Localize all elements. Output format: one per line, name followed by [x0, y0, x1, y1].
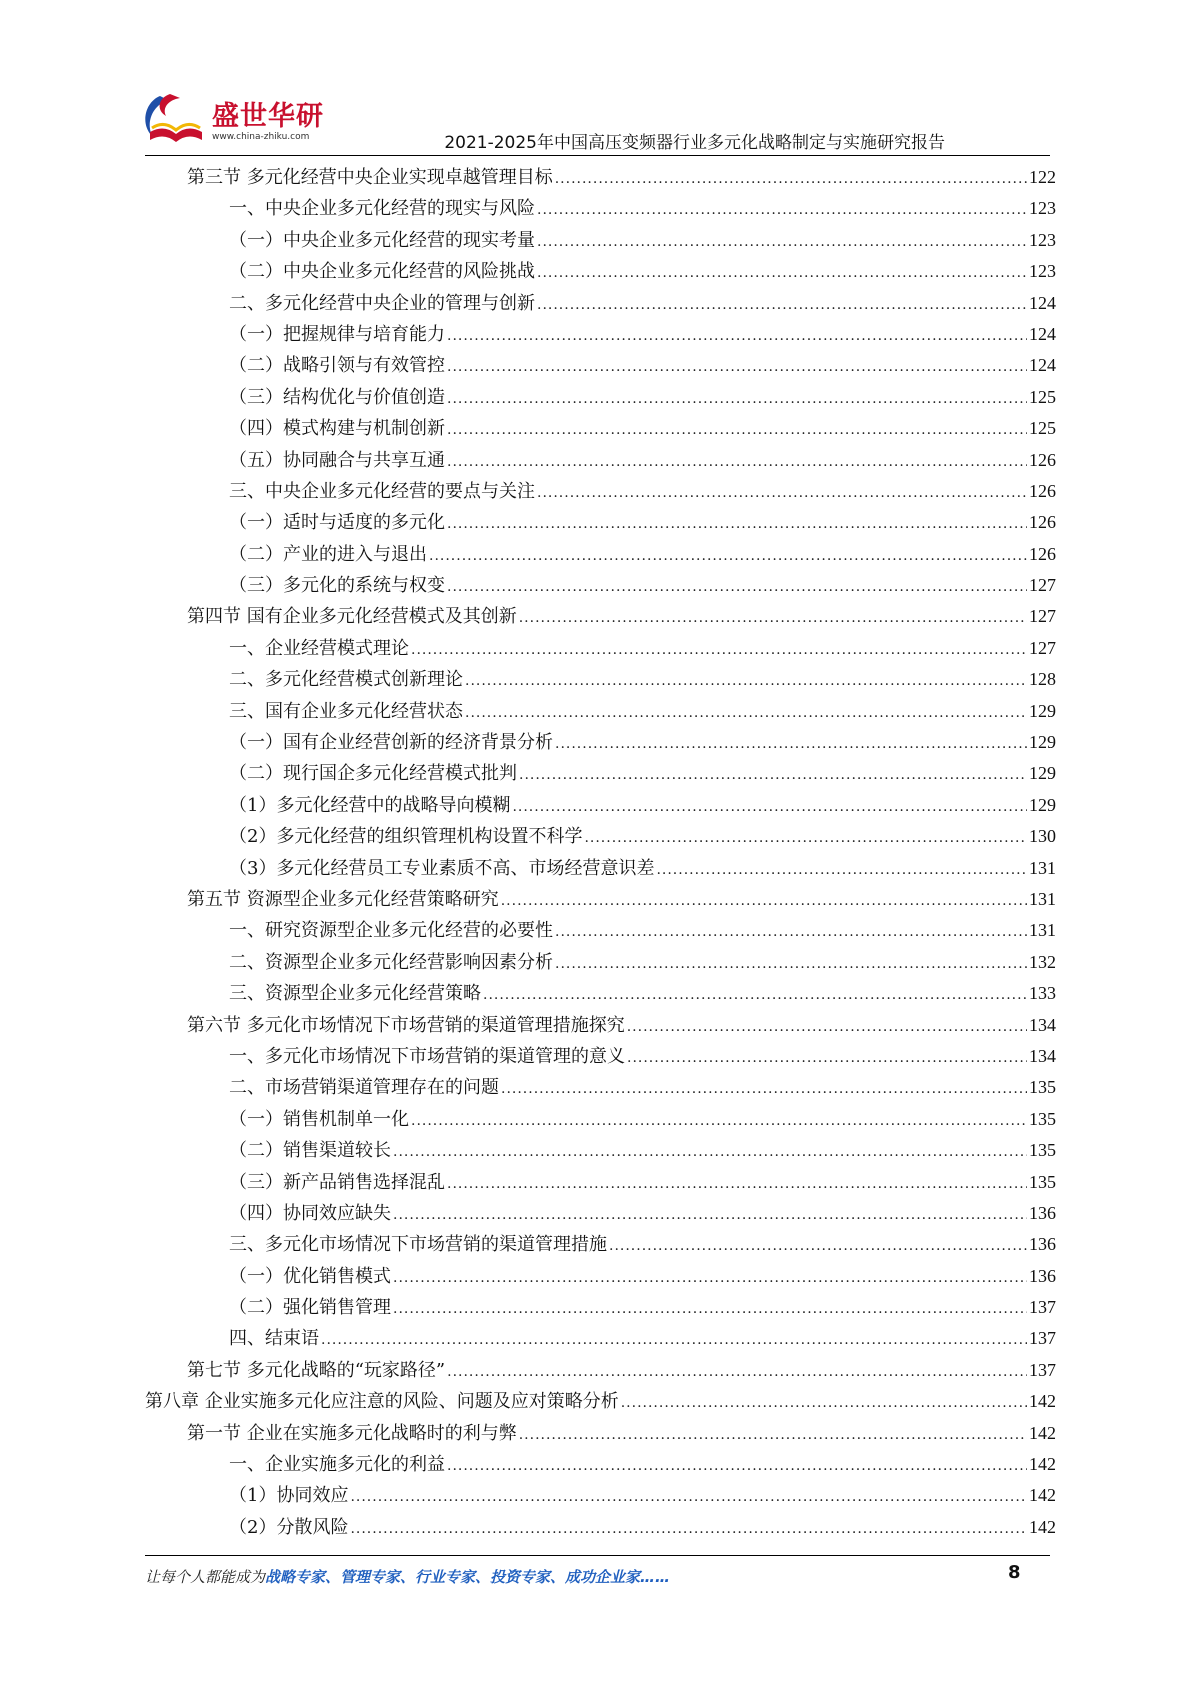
toc-entry-title: （四）协同效应缺失 [229, 1202, 391, 1224]
toc-dot-leader [512, 792, 1027, 823]
toc-entry-page: 136 [1029, 1202, 1056, 1223]
toc-entry-page: 137 [1029, 1359, 1056, 1380]
toc-entry-title: （一）中央企业多元化经营的现实考量 [229, 229, 535, 251]
toc-entry-title: 一、企业实施多元化的利益 [229, 1454, 445, 1476]
toc-dot-leader [555, 164, 1027, 195]
toc-entry-title: （二）中央企业多元化经营的风险挑战 [229, 261, 535, 283]
toc-entry[interactable] [145, 727, 1056, 758]
toc-dot-leader [447, 352, 1027, 383]
toc-entry[interactable] [145, 288, 1056, 319]
toc-dot-leader [393, 1137, 1027, 1168]
toc-entry-page: 125 [1029, 386, 1056, 407]
toc-entry[interactable] [145, 193, 1056, 224]
toc-dot-leader [429, 541, 1027, 572]
toc-entry-page: 129 [1029, 794, 1056, 815]
toc-entry-page: 142 [1029, 1391, 1056, 1412]
toc-entry-page: 129 [1029, 700, 1056, 721]
toc-dot-leader [519, 760, 1027, 791]
toc-dot-leader [519, 1420, 1027, 1451]
toc-entry-page: 142 [1029, 1422, 1056, 1443]
toc-entry[interactable] [145, 915, 1056, 946]
toc-entry-title: 第四节 国有企业多元化经营模式及其创新 [187, 606, 517, 628]
toc-entry[interactable] [145, 1449, 1056, 1480]
toc-entry-page: 127 [1029, 606, 1056, 627]
toc-entry-page: 136 [1029, 1265, 1056, 1286]
toc-entry[interactable] [145, 821, 1056, 852]
toc-dot-leader [447, 1451, 1027, 1482]
toc-entry-title: 第一节 企业在实施多元化战略时的利与弊 [187, 1422, 517, 1444]
toc-dot-leader [537, 227, 1027, 258]
toc-entry-page: 125 [1029, 418, 1056, 439]
toc-dot-leader [465, 698, 1027, 729]
toc-entry-title: （一）销售机制单一化 [229, 1108, 409, 1130]
toc-entry-page: 137 [1029, 1328, 1056, 1349]
toc-entry[interactable] [145, 1386, 1056, 1417]
toc-entry-page: 131 [1029, 857, 1056, 878]
toc-entry-page: 135 [1029, 1077, 1056, 1098]
page-number: 8 [1008, 1562, 1021, 1583]
page-header [0, 0, 1191, 160]
toc-dot-leader [627, 1043, 1027, 1074]
toc-dot-leader [393, 1200, 1027, 1231]
toc-entry-title: 一、企业经营模式理论 [229, 637, 409, 659]
toc-entry-title: （三）结构优化与价值创造 [229, 386, 445, 408]
toc-entry-page: 126 [1029, 449, 1056, 470]
toc-entry-title: 三、国有企业多元化经营状态 [229, 700, 463, 722]
toc-entry-page: 134 [1029, 1014, 1056, 1035]
toc-entry-page: 132 [1029, 951, 1056, 972]
toc-entry-title: 三、中央企业多元化经营的要点与关注 [229, 480, 535, 502]
toc-entry[interactable] [145, 382, 1056, 413]
toc-entry[interactable] [145, 1512, 1056, 1543]
toc-entry[interactable] [145, 1135, 1056, 1166]
toc-entry-page: 123 [1029, 229, 1056, 250]
header-divider [145, 155, 1050, 156]
toc-entry-title: （1）多元化经营中的战略导向模糊 [229, 794, 511, 816]
toc-entry-page: 142 [1029, 1454, 1056, 1475]
toc-entry-page: 129 [1029, 763, 1056, 784]
toc-entry[interactable] [145, 696, 1056, 727]
toc-dot-leader [411, 1106, 1027, 1137]
toc-dot-leader [465, 666, 1027, 697]
toc-entry-title: （1）协同效应 [229, 1485, 349, 1507]
toc-entry[interactable] [145, 1072, 1056, 1103]
toc-entry-title: 二、多元化经营中央企业的管理与创新 [229, 292, 535, 314]
toc-entry-title: 三、资源型企业多元化经营策略 [229, 983, 481, 1005]
toc-entry[interactable] [145, 476, 1056, 507]
toc-entry[interactable] [145, 664, 1056, 695]
toc-entry-page: 142 [1029, 1516, 1056, 1537]
toc-entry-page: 137 [1029, 1297, 1056, 1318]
toc-entry-page: 127 [1029, 637, 1056, 658]
toc-entry[interactable] [145, 570, 1056, 601]
toc-entry-title: （五）协同融合与共享互通 [229, 449, 445, 471]
toc-entry-page: 135 [1029, 1140, 1056, 1161]
toc-entry[interactable] [145, 507, 1056, 538]
toc-entry-page: 135 [1029, 1108, 1056, 1129]
toc-entry[interactable] [145, 853, 1056, 884]
toc-entry-title: 第七节 多元化战略的“玩家路径” [187, 1359, 446, 1381]
toc-entry-title: 四、结束语 [229, 1328, 319, 1350]
toc-entry-title: （一）优化销售模式 [229, 1265, 391, 1287]
toc-entry-title: （3）多元化经营员工专业素质不高、市场经营意识差 [229, 857, 655, 879]
toc-entry[interactable] [145, 633, 1056, 664]
toc-dot-leader [627, 1012, 1027, 1043]
toc-entry[interactable] [145, 1261, 1056, 1292]
toc-entry[interactable] [145, 978, 1056, 1009]
toc-entry-title: 二、资源型企业多元化经营影响因素分析 [229, 951, 553, 973]
toc-entry-title: 第六节 多元化市场情况下市场营销的渠道管理措施探究 [187, 1014, 625, 1036]
toc-entry[interactable] [145, 1167, 1056, 1198]
toc-entry-title: （二）战略引领与有效管控 [229, 355, 445, 377]
toc-entry-page: 130 [1029, 826, 1056, 847]
toc-entry-title: （2）多元化经营的组织管理机构设置不科学 [229, 826, 583, 848]
toc-entry-title: 一、中央企业多元化经营的现实与风险 [229, 198, 535, 220]
toc-entry[interactable] [145, 256, 1056, 287]
toc-dot-leader [393, 1263, 1027, 1294]
toc-entry[interactable] [145, 539, 1056, 570]
toc-entry[interactable] [145, 225, 1056, 256]
toc-entry-title: 第三节 多元化经营中央企业实现卓越管理目标 [187, 167, 553, 188]
toc-dot-leader [411, 635, 1027, 666]
toc-entry-page: 127 [1029, 575, 1056, 596]
toc-dot-leader [621, 1388, 1027, 1419]
toc-entry[interactable] [145, 1323, 1056, 1354]
toc-entry-page: 131 [1029, 920, 1056, 941]
toc-entry-page: 126 [1029, 480, 1056, 501]
toc-entry[interactable] [145, 1041, 1056, 1072]
toc-dot-leader [321, 1325, 1027, 1356]
toc-entry-title: （二）产业的进入与退出 [229, 543, 427, 565]
toc-entry[interactable] [145, 1355, 1056, 1386]
toc-entry[interactable] [145, 445, 1056, 476]
footer-divider [145, 1555, 1050, 1556]
toc-dot-leader [656, 855, 1027, 886]
slogan-highlight: 战略专家、管理专家、行业专家、投资专家、成功企业家…… [265, 1568, 671, 1586]
toc-entry-title: （一）把握规律与培育能力 [229, 323, 445, 345]
toc-entry-title: 一、研究资源型企业多元化经营的必要性 [229, 920, 553, 942]
logo-book-icon [140, 84, 210, 154]
toc-entry[interactable] [145, 413, 1056, 444]
toc-dot-leader [501, 886, 1027, 917]
toc-dot-leader [447, 509, 1027, 540]
toc-dot-leader [501, 1074, 1027, 1105]
slogan-prefix: 让每个人都能成为 [145, 1568, 266, 1586]
logo-url: www.china-zhiku.com [212, 132, 310, 142]
toc-entry-page: 136 [1029, 1234, 1056, 1255]
toc-entry-title: （一）国有企业经营创新的经济背景分析 [229, 732, 553, 754]
toc-entry-page: 134 [1029, 1045, 1056, 1066]
toc-entry-title: （2）分散风险 [229, 1516, 349, 1538]
toc-entry[interactable] [145, 1104, 1056, 1135]
toc-entry-title: 第五节 资源型企业多元化经营策略研究 [187, 888, 499, 910]
toc-entry-page: 122 [1029, 167, 1056, 187]
toc-entry-title: 二、多元化经营模式创新理论 [229, 669, 463, 691]
toc-entry-page: 123 [1029, 261, 1056, 282]
toc-entry[interactable] [145, 1480, 1056, 1511]
toc-entry[interactable] [145, 1010, 1056, 1041]
toc-entry-page: 142 [1029, 1485, 1056, 1506]
toc-dot-leader [447, 321, 1027, 352]
toc-entry-title: 二、市场营销渠道管理存在的问题 [229, 1077, 499, 1099]
toc-entry-page: 124 [1029, 355, 1056, 376]
toc-entry-title: 第八章 企业实施多元化应注意的风险、问题及应对策略分析 [145, 1391, 619, 1413]
toc-entry-title: 一、多元化市场情况下市场营销的渠道管理的意义 [229, 1045, 625, 1067]
toc-dot-leader [555, 729, 1027, 760]
toc-entry-title: （四）模式构建与机制创新 [229, 418, 445, 440]
toc-dot-leader [537, 258, 1027, 289]
toc-dot-leader [447, 1169, 1027, 1200]
toc-entry-page: 129 [1029, 732, 1056, 753]
toc-entry-page: 131 [1029, 888, 1056, 909]
toc-entry[interactable] [145, 790, 1056, 821]
toc-entry[interactable] [145, 319, 1056, 350]
toc-entry[interactable] [145, 162, 1056, 193]
toc-dot-leader [555, 949, 1027, 980]
toc-entry[interactable] [145, 350, 1056, 381]
table-of-contents [145, 162, 1056, 1543]
toc-entry-page: 123 [1029, 198, 1056, 219]
toc-entry[interactable] [145, 1198, 1056, 1229]
toc-dot-leader [447, 384, 1027, 415]
toc-entry-page: 133 [1029, 983, 1056, 1004]
toc-entry-title: 三、多元化市场情况下市场营销的渠道管理措施 [229, 1234, 607, 1256]
toc-entry-page: 126 [1029, 543, 1056, 564]
toc-entry-page: 128 [1029, 669, 1056, 690]
toc-dot-leader [393, 1294, 1027, 1325]
footer-slogan [145, 1566, 670, 1587]
toc-entry[interactable] [145, 884, 1056, 915]
company-logo [140, 84, 324, 154]
toc-entry[interactable] [145, 1292, 1056, 1323]
report-title: 2021-2025年中国高压变频器行业多元化战略制定与实施研究报告 [444, 133, 945, 153]
toc-dot-leader [609, 1231, 1027, 1262]
toc-entry-page: 124 [1029, 292, 1056, 313]
toc-entry[interactable] [145, 601, 1056, 632]
logo-name: 盛世华研 [212, 101, 324, 132]
toc-dot-leader [447, 447, 1027, 478]
toc-entry[interactable] [145, 1418, 1056, 1449]
toc-dot-leader [447, 415, 1027, 446]
toc-entry-page: 124 [1029, 323, 1056, 344]
toc-entry-page: 126 [1029, 512, 1056, 533]
toc-entry[interactable] [145, 947, 1056, 978]
toc-dot-leader [519, 603, 1027, 634]
toc-dot-leader [447, 572, 1027, 603]
toc-dot-leader [537, 195, 1027, 226]
toc-entry-page: 135 [1029, 1171, 1056, 1192]
toc-dot-leader [350, 1514, 1027, 1545]
toc-entry-title: （二）现行国企多元化经营模式批判 [229, 763, 517, 785]
toc-entry[interactable] [145, 1229, 1056, 1260]
toc-dot-leader [537, 290, 1027, 321]
toc-dot-leader [483, 980, 1027, 1011]
toc-dot-leader [537, 478, 1027, 509]
toc-entry-title: （三）多元化的系统与权变 [229, 575, 445, 597]
toc-dot-leader [555, 917, 1027, 948]
toc-entry-title: （二）销售渠道较长 [229, 1140, 391, 1162]
toc-dot-leader [584, 823, 1027, 854]
toc-entry[interactable] [145, 758, 1056, 789]
toc-entry-title: （三）新产品销售选择混乱 [229, 1171, 445, 1193]
toc-dot-leader [350, 1482, 1027, 1513]
toc-dot-leader [447, 1357, 1027, 1388]
toc-entry-title: （二）强化销售管理 [229, 1297, 391, 1319]
toc-entry-title: （一）适时与适度的多元化 [229, 512, 445, 534]
